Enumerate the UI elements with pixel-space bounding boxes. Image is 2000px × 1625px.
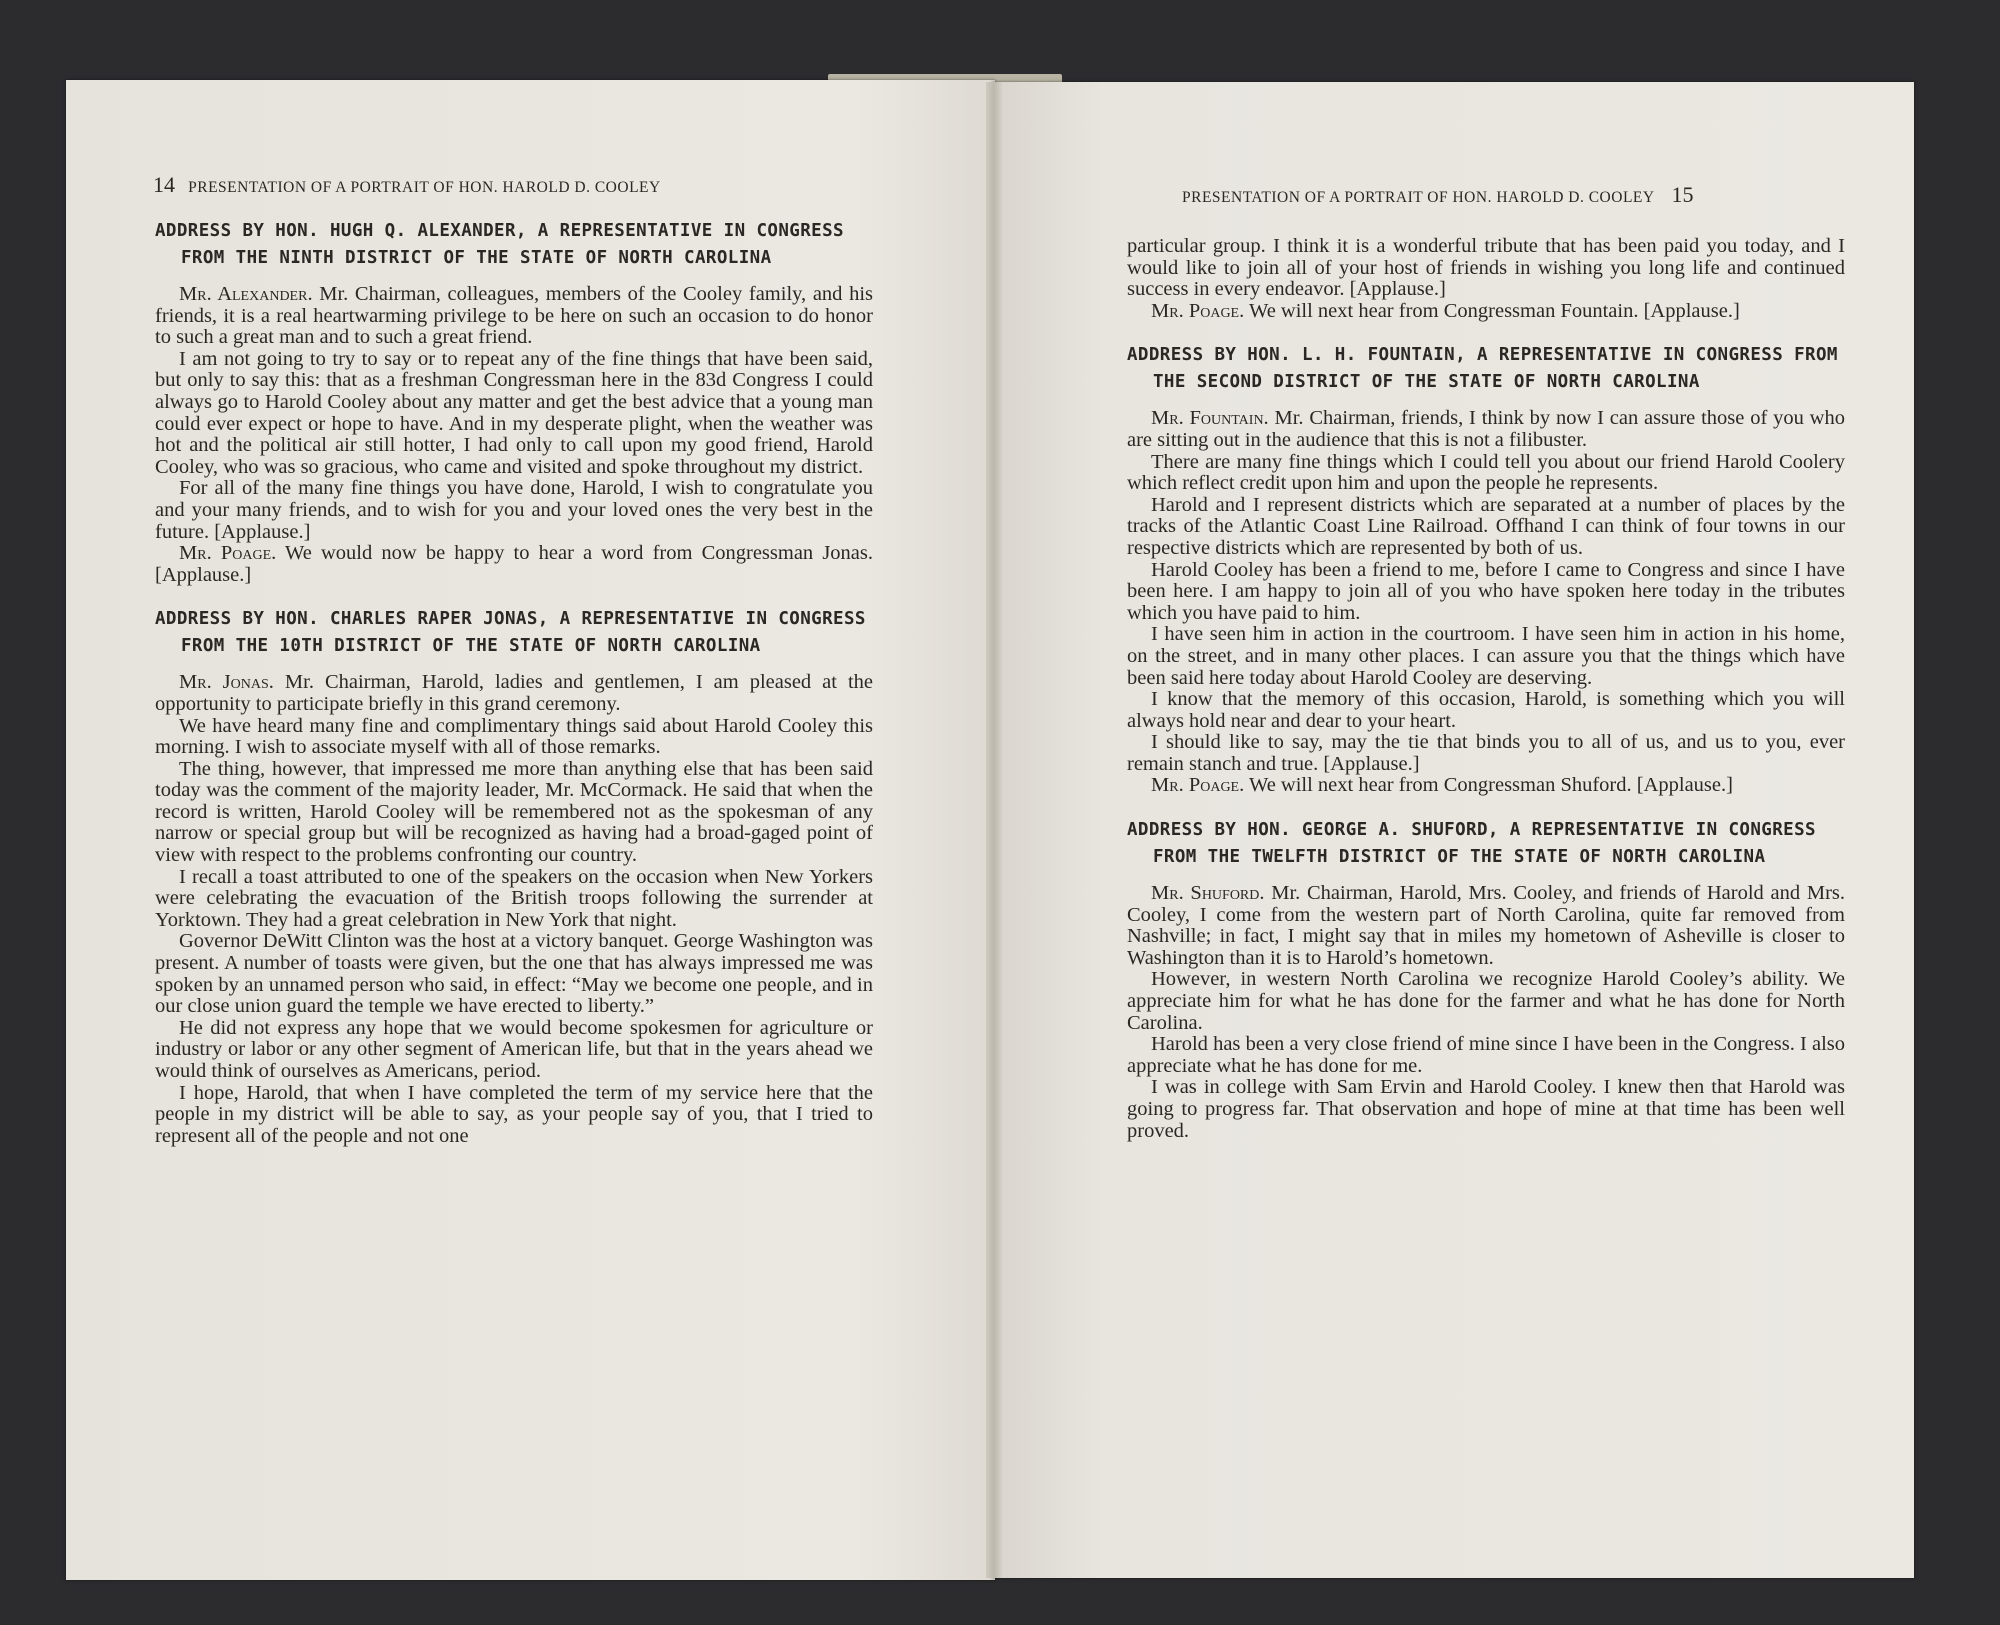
right-page-text	[1127, 236, 1845, 1142]
paragraph	[1127, 732, 1845, 775]
paragraph	[155, 672, 873, 715]
paragraph	[155, 931, 873, 1017]
paragraph	[155, 867, 873, 932]
paragraph-text: Governor DeWitt Clinton was the host at a victory banquet. George Washington was present. A number of toasts were given, but the one that has always impressed me was spoken by an unnamed person who said, in effect: “May we become one people, and in our close union guard the temple we have erected to liberty.”	[155, 930, 873, 1018]
left-running-head	[153, 172, 661, 198]
paragraph	[155, 349, 873, 479]
paragraph	[1127, 775, 1845, 797]
paragraph-text: Mr. Chairman, colleagues, members of the Cooley family, and his friends, it is a real heartwarming privilege to be here on such an occasion to do honor to such a great man and to such a great friend.	[155, 283, 873, 349]
speaker-name: Mr. Jonas.	[179, 671, 274, 694]
paragraph	[155, 284, 873, 349]
speaker-name: Mr. Fountain.	[1151, 407, 1269, 430]
book-gutter	[986, 82, 1002, 1578]
section-heading: ADDRESS BY HON. GEORGE A. SHUFORD, A REPRESENTATIVE IN CONGRESS FROM THE TWELFTH DISTRICT OF THE STATE OF NORTH CAROLINA	[1127, 820, 1816, 868]
paragraph-text: I have seen him in action in the courtroom. I have seen him in action in his home, on the street, and in many other places. I can assure you that the things which have been said here today about Harold Cooley are deserving.	[1127, 623, 1845, 689]
paragraph	[1127, 689, 1845, 732]
paragraph-text: Harold and I represent districts which are separated at a number of places by the tracks of the Atlantic Coast Line Railroad. Offhand I can think of four towns in our respective districts which are represented by both of us.	[1127, 493, 1845, 559]
paragraph-text: The thing, however, that impressed me more than anything else that has been said today was the comment of the majority leader, Mr. McCormack. He said that when the record is written, Harold Cooley will be remembered not as the spokesman of any narrow or special group but will be recognized as having had a broad-gaged point of view with respect to the problems confronting our country.	[155, 757, 873, 867]
right-running-head	[1182, 182, 1694, 208]
paragraph-text: I recall a toast attributed to one of the speakers on the occasion when New Yorkers were celebrating the evacuation of the British troops following the surrender at Yorktown. They had a great celebration in New York that night.	[155, 865, 873, 931]
paragraph-text: particular group. I think it is a wonderful tribute that has been paid you today, and I would like to join all of your host of friends in wishing you long life and continued success in every endeavor. [Applause.]	[1127, 235, 1845, 301]
speaker-name: Mr. Poage.	[1151, 774, 1245, 797]
page-number: 14	[153, 172, 175, 197]
left-page-text	[155, 218, 873, 1147]
paragraph-text: For all of the many fine things you have done, Harold, I wish to congratulate you and your many friends, and to wish for you and your loved ones the very best in the future. [Applause.]	[155, 477, 873, 543]
paragraph-text: There are many fine things which I could tell you about our friend Harold Coolery which reflect credit upon him and upon the people he represents.	[1127, 450, 1845, 495]
paragraph-text: I am not going to try to say or to repeat any of the fine things that have been said, but only to say this: that as a freshman Congressman here in the 83d Congress I could always go to Harold Cooley about any matter and get the best advice that a young man could ever expect or hope to have. And in my desperate plight, when the weather was hot and the political air still hotter, I had only to call upon my good friend, Harold Cooley, who was so gracious, who came and visited and spoke throughout my district.	[155, 347, 873, 478]
running-head-title: PRESENTATION OF A PORTRAIT OF HON. HAROLD D. COOLEY	[188, 179, 661, 196]
paragraph	[1127, 1077, 1845, 1142]
paragraph	[155, 759, 873, 867]
paragraph	[155, 543, 873, 586]
paragraph	[155, 478, 873, 543]
paragraph	[1127, 236, 1845, 301]
paragraph-text: I hope, Harold, that when I have completed the term of my service here that the people in my district will be able to say, as your people say of you, that I tried to represent all of the people and not one	[155, 1081, 873, 1147]
paragraph-text: I was in college with Sam Ervin and Harold Cooley. I knew then that Harold was going to progress far. That observation and hope of mine at that time has been well proved.	[1127, 1076, 1845, 1142]
paragraph-text: I should like to say, may the tie that binds you to all of us, and us to you, ever remain stanch and true. [Applause.]	[1127, 731, 1845, 775]
paragraph-text: Mr. Chairman, Harold, Mrs. Cooley, and friends of Harold and Mrs. Cooley, I come from the western part of North Carolina, quite far removed from Nashville; in fact, I might say that in miles my hometown of Asheville is closer to Washington than it is to Harold’s hometown.	[1127, 882, 1845, 969]
paragraph-text: We have heard many fine and complimentary things said about Harold Cooley this morning. I wish to associate myself with all of those remarks.	[155, 714, 873, 759]
paragraph-text: Harold Cooley has been a friend to me, before I came to Congress and since I have been here. I am happy to join all of you who have spoken here today in the tributes which you have paid to him.	[1127, 558, 1845, 624]
paragraph	[1127, 560, 1845, 625]
page-number: 15	[1671, 182, 1694, 207]
paragraph	[1127, 408, 1845, 451]
paragraph	[1127, 883, 1845, 969]
paragraph	[1127, 452, 1845, 495]
paragraph	[1127, 969, 1845, 1034]
paragraph-text: He did not express any hope that we would become spokesmen for agriculture or industry or labor or any other segment of American life, but that in the years ahead we would think of ourselves as Americans, period.	[155, 1016, 873, 1082]
paragraph-text: I know that the memory of this occasion, Harold, is something which you will always hold near and dear to your heart.	[1127, 688, 1845, 732]
speaker-name: Mr. Poage.	[179, 542, 277, 565]
section-heading: ADDRESS BY HON. L. H. FOUNTAIN, A REPRESENTATIVE IN CONGRESS FROM THE SECOND DISTRICT OF THE STATE OF NORTH CAROLINA	[1127, 345, 1838, 393]
running-head-title: PRESENTATION OF A PORTRAIT OF HON. HAROLD D. COOLEY	[1182, 189, 1654, 206]
paragraph-text: We will next hear from Congressman Shuford. [Applause.]	[1244, 774, 1733, 797]
paragraph-text: Mr. Chairman, Harold, ladies and gentlemen, I am pleased at the opportunity to participate briefly in this grand ceremony.	[155, 671, 873, 715]
section-heading: ADDRESS BY HON. CHARLES RAPER JONAS, A REPRESENTATIVE IN CONGRESS FROM THE 10TH DISTRICT OF THE STATE OF NORTH CAROLINA	[155, 609, 866, 657]
paragraph-text: Harold has been a very close friend of mine since I have been in the Congress. I also appreciate what he has done for me.	[1127, 1033, 1845, 1077]
speaker-name: Mr. Alexander.	[179, 283, 313, 305]
section-heading: ADDRESS BY HON. HUGH Q. ALEXANDER, A REPRESENTATIVE IN CONGRESS FROM THE NINTH DISTRICT OF THE STATE OF NORTH CAROLINA	[155, 221, 844, 268]
paragraph	[1127, 495, 1845, 560]
speaker-name: Mr. Shuford.	[1151, 882, 1265, 905]
paragraph	[155, 1083, 873, 1148]
paragraph	[1127, 301, 1845, 323]
paragraph-text: We would now be happy to hear a word from Congressman Jonas. [Applause.]	[155, 542, 873, 586]
speaker-name: Mr. Poage.	[1151, 299, 1245, 322]
paragraph-text: However, in western North Carolina we recognize Harold Cooley’s ability. We appreciate him for what he has done for the farmer and what he has done for North Carolina.	[1127, 968, 1845, 1034]
paragraph	[155, 716, 873, 759]
paragraph	[1127, 1034, 1845, 1077]
paragraph	[1127, 624, 1845, 689]
paragraph-text: We will next hear from Congressman Fountain. [Applause.]	[1244, 299, 1740, 322]
paragraph	[155, 1018, 873, 1083]
paragraph-text: Mr. Chairman, friends, I think by now I can assure those of you who are sitting out in the audience that this is not a filibuster.	[1127, 407, 1845, 451]
